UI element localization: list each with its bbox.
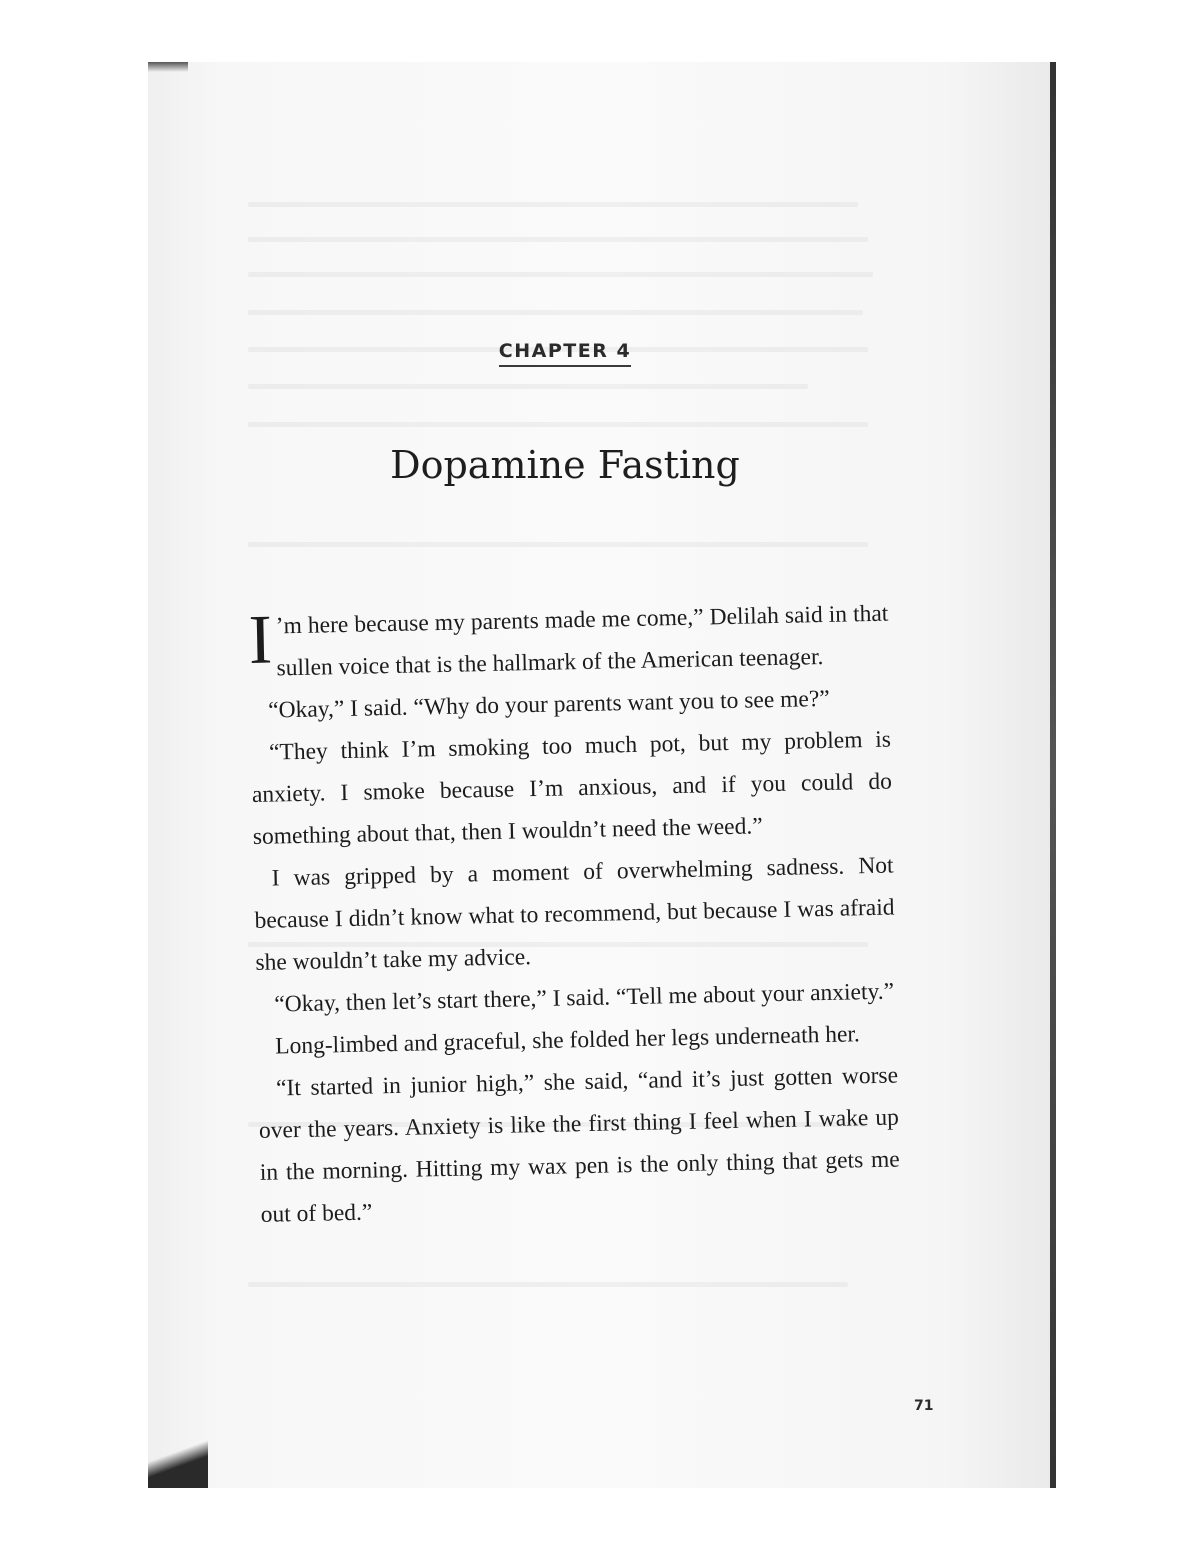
chapter-title: Dopamine Fasting xyxy=(390,443,740,487)
photo-edge-shadow xyxy=(148,1430,208,1488)
paragraph: Long-limbed and graceful, she folded her legs underneath her. xyxy=(274,1021,861,1060)
body-text xyxy=(248,593,901,1236)
paragraph: I was gripped by a moment of overwhelming sadness. Not because I didn’t know what to recommend, but because I was afraid she wouldn’t take my advice. xyxy=(254,852,895,976)
paragraph: “They think I’m smoking too much pot, but my problem is anxiety. I smoke because I’m anxious, and if you could do something about that, then I wouldn’t need the weed.” xyxy=(251,726,893,850)
paragraph: “It started in junior high,” she said, “and it’s just gotten worse over the years. Anxiety is like the first thing I feel when I wake up in the morning. Hitting my wax pen is the only thing that gets me out of bed.” xyxy=(258,1062,901,1228)
paragraph-text: ’m here because my parents made me come,” Delilah said in that sullen voice that is the hallmark of the American teenager. xyxy=(275,600,889,682)
photo-edge-shadow xyxy=(1050,62,1056,1488)
bleed-through-line xyxy=(248,422,868,427)
bleed-through-line xyxy=(248,202,858,207)
photo-edge-shadow xyxy=(148,62,188,72)
bleed-through-line xyxy=(248,272,873,277)
chapter-label-text: CHAPTER 4 xyxy=(499,340,631,367)
drop-cap: I xyxy=(247,601,273,679)
chapter-label xyxy=(0,340,1130,367)
bleed-through-line xyxy=(248,384,808,389)
bleed-through-line xyxy=(248,1282,848,1287)
paragraph: “Okay,” I said. “Why do your parents want you to see me?” xyxy=(267,685,830,724)
bleed-through-line xyxy=(248,237,868,242)
paragraph xyxy=(248,593,890,690)
page-number: 71 xyxy=(914,1398,934,1414)
bleed-through-line xyxy=(248,542,868,547)
paragraph: “Okay, then let’s start there,” I said. “Tell me about your anxiety.” xyxy=(274,978,895,1018)
bleed-through-line xyxy=(248,310,863,315)
